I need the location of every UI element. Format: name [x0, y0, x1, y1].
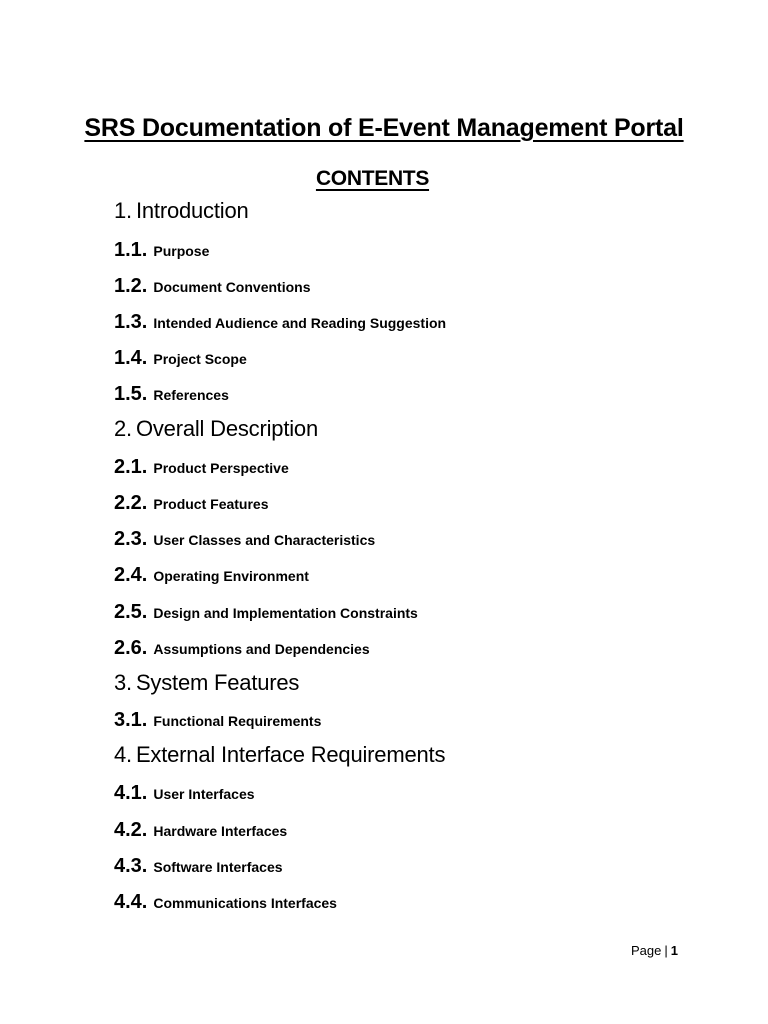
toc-subsection [114, 601, 418, 624]
toc-subsection [114, 383, 229, 406]
toc-entry-text: Intended Audience and Reading Suggestion [153, 315, 447, 331]
toc-entry-number: 1.1. [114, 239, 148, 261]
toc-entry-text: Purpose [153, 243, 210, 259]
toc-section [114, 198, 249, 224]
toc-entry-text: User Interfaces [153, 786, 255, 802]
toc-entry-text: Project Scope [153, 351, 247, 367]
toc-subsection [114, 709, 321, 732]
toc-entry-text: Product Features [153, 496, 269, 512]
toc-entry-text: User Classes and Characteristics [153, 532, 376, 548]
document-title: SRS Documentation of E-Event Management Portal [84, 113, 684, 142]
toc-entry-number: 2.2. [114, 492, 148, 514]
toc-entry-text: Assumptions and Dependencies [153, 641, 370, 657]
page-number: 1 [670, 943, 678, 958]
toc-subsection [114, 891, 337, 914]
page-label: Page [631, 943, 662, 958]
toc-entry-number: 3. [114, 670, 132, 695]
toc-entry-text: Communications Interfaces [153, 895, 337, 911]
toc-entry-text: Functional Requirements [153, 713, 322, 729]
toc-entry-text: System Features [135, 670, 300, 695]
toc-entry-text: Operating Environment [153, 568, 309, 584]
toc-subsection [114, 564, 309, 587]
toc-subsection [114, 855, 283, 878]
toc-entry-number: 3.1. [114, 709, 148, 731]
toc-entry-text: External Interface Requirements [135, 742, 446, 767]
toc-entry-text: References [153, 387, 229, 403]
toc-entry-number: 2.5. [114, 601, 148, 623]
toc-entry-number: 1.2. [114, 275, 148, 297]
toc-subsection [114, 782, 255, 805]
toc-entry-number: 2.3. [114, 528, 148, 550]
toc-entry-number: 4.1. [114, 782, 148, 804]
toc-entry-number: 4.4. [114, 891, 148, 913]
toc-entry-number: 1. [114, 198, 132, 223]
toc-entry-number: 4.2. [114, 819, 148, 841]
toc-subsection [114, 492, 269, 515]
toc-entry-text: Overall Description [135, 416, 318, 441]
toc-entry-text: Hardware Interfaces [153, 823, 288, 839]
page-separator: | [664, 943, 668, 958]
toc-entry-text: Design and Implementation Constraints [153, 605, 418, 621]
toc-entry-number: 2.6. [114, 637, 148, 659]
toc-subsection [114, 311, 446, 334]
toc-section [114, 416, 318, 442]
toc-section [114, 742, 445, 768]
toc-entry-text: Document Conventions [153, 279, 311, 295]
toc-subsection [114, 819, 287, 842]
toc-entry-number: 1.5. [114, 383, 148, 405]
toc-entry-number: 4.3. [114, 855, 148, 877]
page-footer [631, 942, 678, 960]
toc-entry-number: 1.3. [114, 311, 148, 333]
contents-heading: CONTENTS [315, 167, 430, 191]
toc-entry-text: Software Interfaces [153, 859, 283, 875]
toc-subsection [114, 456, 289, 479]
toc-entry-text: Product Perspective [153, 460, 289, 476]
toc-subsection [114, 528, 375, 551]
toc-entry-text: Introduction [135, 198, 249, 223]
toc-subsection [114, 347, 247, 370]
toc-subsection [114, 637, 370, 660]
toc-entry-number: 1.4. [114, 347, 148, 369]
toc-entry-number: 4. [114, 742, 132, 767]
toc-entry-number: 2.4. [114, 564, 148, 586]
toc-section [114, 670, 299, 696]
toc-subsection [114, 239, 209, 262]
toc-subsection [114, 275, 310, 298]
toc-entry-number: 2. [114, 416, 132, 441]
toc-entry-number: 2.1. [114, 456, 148, 478]
